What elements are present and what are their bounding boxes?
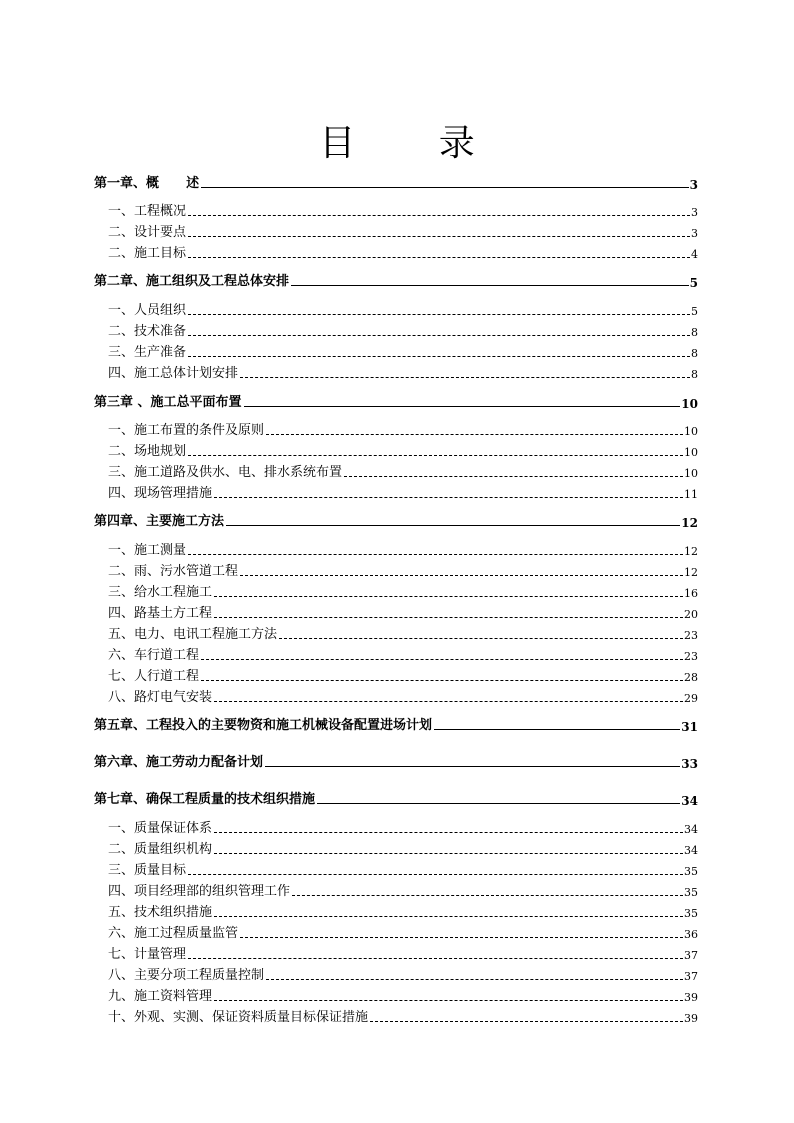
toc-dot-leader bbox=[188, 335, 690, 336]
toc-dot-leader bbox=[188, 236, 690, 237]
toc-entry-label: 二、设计要点 bbox=[108, 225, 187, 240]
toc-section-entry[interactable] bbox=[108, 859, 698, 879]
toc-dot-leader bbox=[226, 525, 680, 526]
toc-entry-label: 三、生产准备 bbox=[108, 345, 187, 360]
toc-page-number: 36 bbox=[684, 928, 698, 941]
toc-page-number: 35 bbox=[684, 886, 698, 899]
toc-chapter-entry[interactable] bbox=[94, 391, 698, 411]
toc-dot-leader bbox=[292, 895, 683, 896]
toc-dot-leader bbox=[188, 958, 683, 959]
toc-entry-label: 第一章、概 述 bbox=[94, 176, 200, 191]
toc-page-number: 34 bbox=[681, 794, 698, 808]
toc-entry-label: 四、路基土方工程 bbox=[108, 606, 213, 621]
toc-dot-leader bbox=[291, 285, 689, 286]
toc-dot-leader bbox=[434, 729, 680, 730]
toc-section-entry[interactable] bbox=[108, 901, 698, 921]
toc-chapter-entry[interactable] bbox=[94, 714, 698, 734]
toc-section-entry[interactable] bbox=[108, 644, 698, 664]
toc-dot-leader bbox=[188, 215, 690, 216]
toc-page-number: 34 bbox=[684, 844, 698, 857]
toc-entry-label: 二、技术准备 bbox=[108, 324, 187, 339]
toc-entry-label: 十、外观、实测、保证资料质量目标保证措施 bbox=[108, 1010, 369, 1025]
toc-page-number: 3 bbox=[691, 206, 698, 219]
toc-page-number: 37 bbox=[684, 949, 698, 962]
toc-section-entry[interactable] bbox=[108, 985, 698, 1005]
toc-section-entry[interactable] bbox=[108, 461, 698, 481]
toc-entry-label: 六、车行道工程 bbox=[108, 648, 200, 663]
toc-page-number: 3 bbox=[689, 178, 698, 192]
toc-chapter-entry[interactable] bbox=[94, 270, 698, 290]
toc-dot-leader bbox=[214, 1000, 683, 1001]
toc-entry-label: 七、计量管理 bbox=[108, 947, 187, 962]
toc-section-entry[interactable] bbox=[108, 817, 698, 837]
toc-page-number: 23 bbox=[684, 629, 698, 642]
toc-section-entry[interactable] bbox=[108, 221, 698, 241]
toc-page-number: 37 bbox=[684, 970, 698, 983]
toc-section-entry[interactable] bbox=[108, 200, 698, 220]
toc-entry-label: 一、施工布置的条件及原则 bbox=[108, 423, 265, 438]
toc-section-entry[interactable] bbox=[108, 419, 698, 439]
toc-chapter-entry[interactable] bbox=[94, 788, 698, 808]
toc-section-entry[interactable] bbox=[108, 560, 698, 580]
toc-page-number: 12 bbox=[681, 516, 698, 530]
toc-entry-label: 三、质量目标 bbox=[108, 863, 187, 878]
toc-dot-leader bbox=[214, 701, 683, 702]
toc-entry-label: 第五章、工程投入的主要物资和施工机械设备配置进场计划 bbox=[94, 718, 433, 733]
toc-page-number: 10 bbox=[684, 467, 698, 480]
toc-section-entry[interactable] bbox=[108, 362, 698, 382]
toc-dot-leader bbox=[201, 187, 688, 188]
toc-entry-label: 四、施工总体计划安排 bbox=[108, 366, 239, 381]
toc-dot-leader bbox=[188, 874, 683, 875]
toc-dot-leader bbox=[201, 659, 683, 660]
toc-page-number: 39 bbox=[684, 1012, 698, 1025]
toc-entry-label: 七、人行道工程 bbox=[108, 669, 200, 684]
toc-entry-label: 第四章、主要施工方法 bbox=[94, 514, 225, 529]
toc-chapter-entry[interactable] bbox=[94, 172, 698, 192]
toc-section-entry[interactable] bbox=[108, 665, 698, 685]
toc-dot-leader bbox=[266, 434, 683, 435]
toc-dot-leader bbox=[214, 853, 683, 854]
toc-page-number: 4 bbox=[691, 248, 698, 261]
toc-section-entry[interactable] bbox=[108, 539, 698, 559]
toc-page-number: 34 bbox=[684, 823, 698, 836]
toc-section-entry[interactable] bbox=[108, 581, 698, 601]
toc-entry-label: 八、主要分项工程质量控制 bbox=[108, 968, 265, 983]
toc-page-number: 5 bbox=[689, 276, 698, 290]
toc-entry-label: 三、施工道路及供水、电、排水系统布置 bbox=[108, 465, 343, 480]
toc-chapter-entry[interactable] bbox=[94, 510, 698, 530]
toc-dot-leader bbox=[214, 596, 683, 597]
toc-page-number: 12 bbox=[684, 566, 698, 579]
toc-page-number: 8 bbox=[691, 347, 698, 360]
toc-page-number: 28 bbox=[684, 671, 698, 684]
toc-entry-label: 六、施工过程质量监管 bbox=[108, 926, 239, 941]
toc-entry-label: 第二章、施工组织及工程总体安排 bbox=[94, 274, 290, 289]
toc-entry-label: 四、项目经理部的组织管理工作 bbox=[108, 884, 291, 899]
toc-dot-leader bbox=[214, 497, 683, 498]
toc-dot-leader bbox=[317, 803, 680, 804]
toc-dot-leader bbox=[188, 455, 683, 456]
toc-entry-label: 二、施工目标 bbox=[108, 246, 187, 261]
toc-section-entry[interactable] bbox=[108, 242, 698, 262]
toc-section-entry[interactable] bbox=[108, 440, 698, 460]
toc-dot-leader bbox=[240, 575, 683, 576]
toc-page-number: 31 bbox=[681, 720, 698, 734]
toc-page-number: 12 bbox=[684, 545, 698, 558]
toc-page-number: 10 bbox=[684, 425, 698, 438]
toc-page-number: 3 bbox=[691, 227, 698, 240]
toc-chapter-entry[interactable] bbox=[94, 751, 698, 771]
toc-section-entry[interactable] bbox=[108, 320, 698, 340]
toc-entry-label: 第七章、确保工程质量的技术组织措施 bbox=[94, 792, 316, 807]
toc-section-entry[interactable] bbox=[108, 602, 698, 622]
toc-page-number: 20 bbox=[684, 608, 698, 621]
toc-page-number: 8 bbox=[691, 326, 698, 339]
toc-page-number: 33 bbox=[681, 757, 698, 771]
toc-entry-label: 二、场地规划 bbox=[108, 444, 187, 459]
toc-entry-label: 一、工程概况 bbox=[108, 204, 187, 219]
toc-entry-label: 二、质量组织机构 bbox=[108, 842, 213, 857]
toc-page-number: 35 bbox=[684, 907, 698, 920]
toc-section-entry[interactable] bbox=[108, 1006, 698, 1026]
toc-dot-leader bbox=[344, 476, 683, 477]
toc-section-entry[interactable] bbox=[108, 623, 698, 643]
toc-entry-label: 三、给水工程施工 bbox=[108, 585, 213, 600]
toc-dot-leader bbox=[266, 979, 683, 980]
toc-entry-label: 一、人员组织 bbox=[108, 303, 187, 318]
toc-section-entry[interactable] bbox=[108, 838, 698, 858]
toc-dot-leader bbox=[240, 377, 690, 378]
toc-entry-label: 五、电力、电讯工程施工方法 bbox=[108, 627, 278, 642]
toc-entry-label: 二、雨、污水管道工程 bbox=[108, 564, 239, 579]
toc-entry-label: 四、现场管理措施 bbox=[108, 486, 213, 501]
toc-section-entry[interactable] bbox=[108, 964, 698, 984]
toc-section-entry[interactable] bbox=[108, 482, 698, 502]
toc-dot-leader bbox=[188, 314, 690, 315]
toc-page-number: 35 bbox=[684, 865, 698, 878]
toc-dot-leader bbox=[214, 617, 683, 618]
toc-entry-label: 第三章 、施工总平面布置 bbox=[94, 395, 242, 410]
toc-dot-leader bbox=[201, 680, 683, 681]
page-title: 目 录 bbox=[319, 123, 475, 164]
toc-entry-label: 第六章、施工劳动力配备计划 bbox=[94, 755, 264, 770]
toc-page-number: 39 bbox=[684, 991, 698, 1004]
toc-dot-leader bbox=[370, 1021, 683, 1022]
toc-page-number: 5 bbox=[691, 305, 698, 318]
toc-page-number: 10 bbox=[684, 446, 698, 459]
toc-page-number: 29 bbox=[684, 692, 698, 705]
toc-page-number: 11 bbox=[684, 488, 698, 501]
toc-section-entry[interactable] bbox=[108, 341, 698, 361]
toc-section-entry[interactable] bbox=[108, 943, 698, 963]
toc-dot-leader bbox=[279, 638, 683, 639]
toc-dot-leader bbox=[265, 766, 680, 767]
toc-dot-leader bbox=[188, 257, 690, 258]
toc-section-entry[interactable] bbox=[108, 686, 698, 706]
toc-page-number: 16 bbox=[684, 587, 698, 600]
toc-section-entry[interactable] bbox=[108, 880, 698, 900]
toc-entry-label: 八、路灯电气安装 bbox=[108, 690, 213, 705]
toc-section-entry[interactable] bbox=[108, 299, 698, 319]
toc-entry-label: 一、质量保证体系 bbox=[108, 821, 213, 836]
toc-page-number: 23 bbox=[684, 650, 698, 663]
toc-section-entry[interactable] bbox=[108, 922, 698, 942]
toc-page-number: 10 bbox=[681, 397, 698, 411]
toc-dot-leader bbox=[214, 916, 683, 917]
toc-dot-leader bbox=[244, 406, 681, 407]
toc-dot-leader bbox=[214, 832, 683, 833]
toc-dot-leader bbox=[188, 356, 690, 357]
toc-entry-label: 一、施工测量 bbox=[108, 543, 187, 558]
toc-page-number: 8 bbox=[691, 368, 698, 381]
toc-dot-leader bbox=[188, 554, 683, 555]
toc-entry-label: 九、施工资料管理 bbox=[108, 989, 213, 1004]
toc-entry-label: 五、技术组织措施 bbox=[108, 905, 213, 920]
toc-dot-leader bbox=[240, 937, 683, 938]
